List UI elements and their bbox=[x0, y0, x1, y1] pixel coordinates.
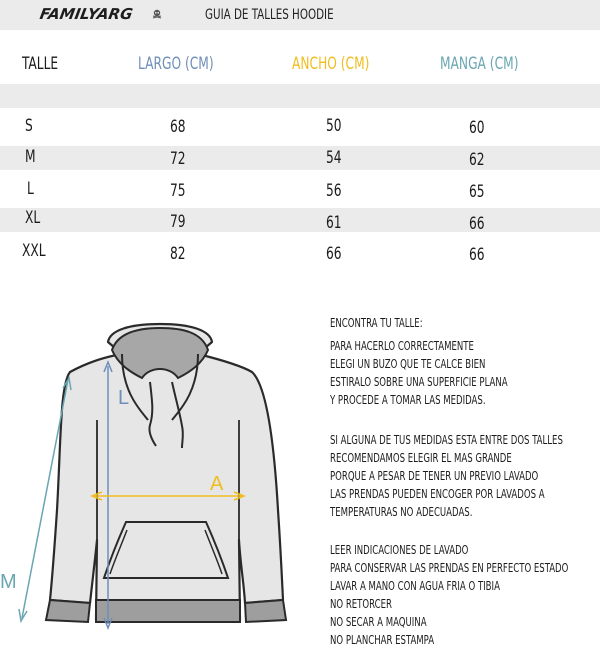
largo-cell: 68 bbox=[170, 117, 186, 137]
manga-cell: 66 bbox=[469, 214, 485, 234]
brand-logo-text: FAMILYARG bbox=[38, 5, 135, 23]
guide-line: NO RETORCER bbox=[330, 597, 392, 611]
guide-line: PORQUE A PESAR DE TENER UN PREVIO LAVADO bbox=[330, 469, 539, 483]
table-spacer-band bbox=[0, 84, 600, 108]
guide-line: NO SECAR A MAQUINA bbox=[330, 615, 427, 629]
kangaroo-pocket bbox=[104, 522, 228, 578]
largo-cell: 72 bbox=[170, 149, 186, 169]
width-label: A bbox=[210, 473, 224, 495]
ancho-cell: 61 bbox=[326, 213, 342, 233]
column-header-ancho: ANCHO (CM) bbox=[292, 54, 370, 74]
page-title: GUIA DE TALLES HOODIE bbox=[205, 7, 334, 23]
size-cell: XXL bbox=[22, 241, 46, 261]
table-row-band bbox=[0, 208, 600, 232]
largo-cell: 79 bbox=[170, 212, 186, 232]
manga-cell: 65 bbox=[469, 182, 485, 202]
ancho-cell: 54 bbox=[326, 148, 342, 168]
guide-line: ESTIRALO SOBRE UNA SUPERFICIE PLANA bbox=[330, 375, 508, 389]
column-header-largo: LARGO (CM) bbox=[138, 54, 214, 74]
length-label: L bbox=[118, 387, 130, 409]
guide-line: SI ALGUNA DE TUS MEDIDAS ESTA ENTRE DOS TALLES bbox=[330, 433, 563, 447]
guide-line: LEER INDICACIONES DE LAVADO bbox=[330, 543, 469, 557]
manga-cell: 66 bbox=[469, 245, 485, 265]
guide-line: NO PLANCHAR ESTAMPA bbox=[330, 633, 435, 647]
cuff-right bbox=[245, 600, 286, 622]
skull-icon bbox=[152, 9, 162, 19]
manga-cell: 62 bbox=[469, 150, 485, 170]
guide-line: LAVAR A MANO CON AGUA FRIA O TIBIA bbox=[330, 579, 500, 593]
guide-line: ELEGI UN BUZO QUE TE CALCE BIEN bbox=[330, 357, 486, 371]
ancho-cell: 66 bbox=[326, 244, 342, 264]
size-cell: L bbox=[27, 179, 34, 199]
ancho-cell: 56 bbox=[326, 181, 342, 201]
column-header-talle: TALLE bbox=[22, 54, 59, 74]
column-header-manga: MANGA (CM) bbox=[440, 54, 519, 74]
cuff-left bbox=[46, 600, 90, 622]
guide-line: TEMPERATURAS NO ADECUADAS. bbox=[330, 505, 473, 519]
sleeve-label: M bbox=[0, 571, 17, 593]
size-cell: XL bbox=[25, 208, 41, 228]
guide-line: PARA HACERLO CORRECTAMENTE bbox=[330, 339, 474, 353]
table-row-band bbox=[0, 146, 600, 170]
largo-cell: 82 bbox=[170, 244, 186, 264]
waistband bbox=[96, 600, 240, 622]
guide-line: LAS PRENDAS PUEDEN ENCOGER POR LAVADOS A bbox=[330, 487, 545, 501]
ancho-cell: 50 bbox=[326, 116, 342, 136]
guide-title: ENCONTRA TU TALLE: bbox=[330, 316, 423, 330]
guide-line: RECOMENDAMOS ELEGIR EL MAS GRANDE bbox=[330, 451, 512, 465]
manga-cell: 60 bbox=[469, 118, 485, 138]
size-cell: M bbox=[25, 147, 36, 167]
hoodie-diagram bbox=[0, 320, 320, 649]
header-band bbox=[0, 0, 600, 30]
guide-line: PARA CONSERVAR LAS PRENDAS EN PERFECTO ESTADO bbox=[330, 561, 569, 575]
size-cell: S bbox=[25, 116, 33, 136]
largo-cell: 75 bbox=[170, 181, 186, 201]
guide-line: Y PROCEDE A TOMAR LAS MEDIDAS. bbox=[330, 393, 486, 407]
